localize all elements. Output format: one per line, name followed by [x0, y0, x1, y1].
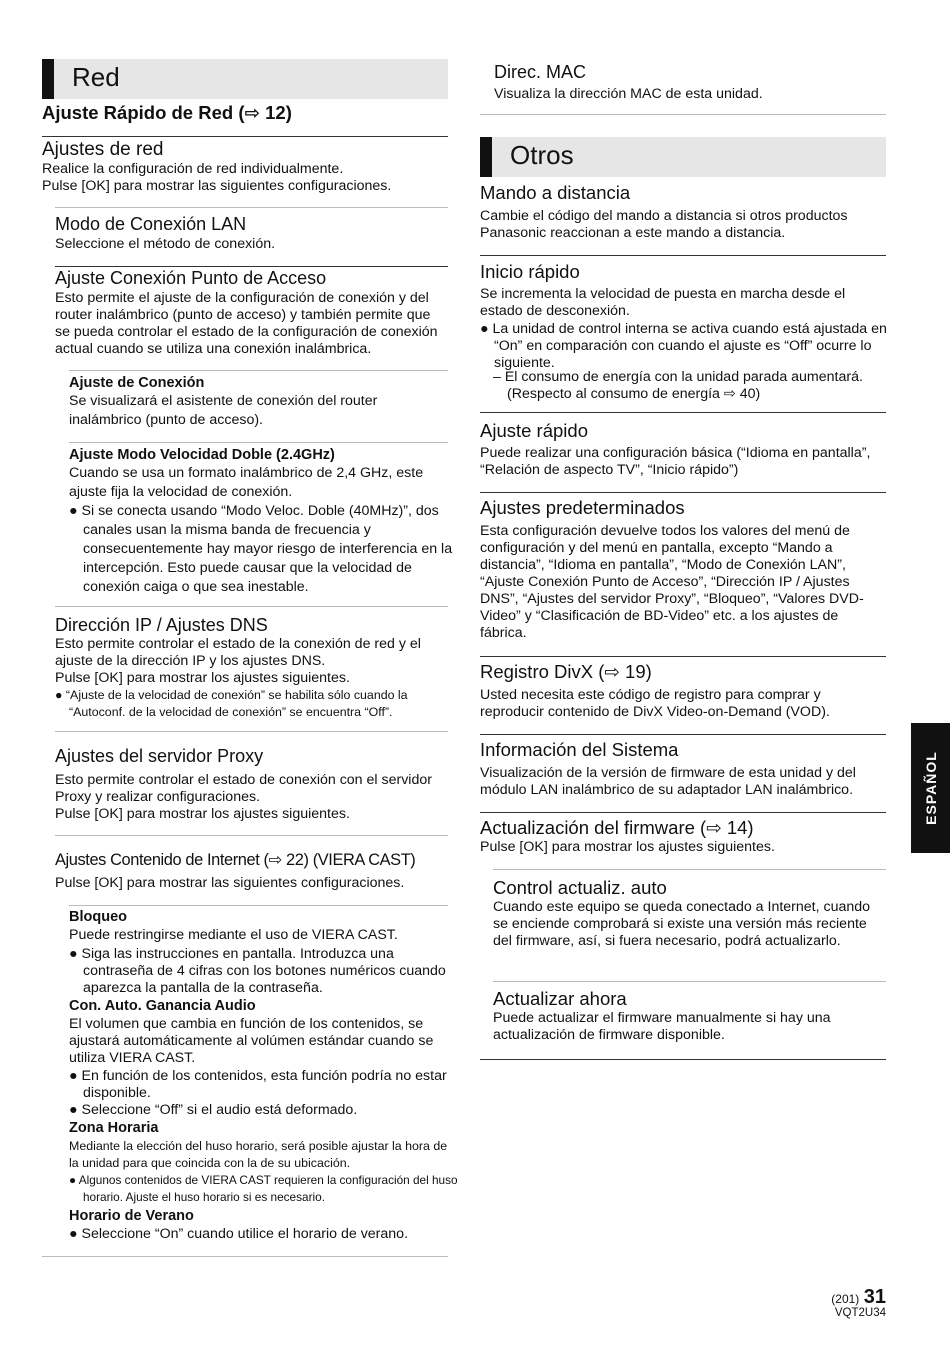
divider [480, 812, 886, 813]
dst-heading: Horario de Verano [69, 1208, 194, 1224]
double-speed-text: Cuando se usa un formato inalámbrico de 2,4 GHz, este ajuste fija la velocidad de conexión. [69, 465, 424, 500]
audio-gain-heading: Con. Auto. Ganancia Audio [69, 998, 256, 1014]
system-info-heading: Información del Sistema [480, 739, 679, 760]
language-tab-label: ESPAÑOL [922, 751, 939, 825]
divider [69, 370, 448, 371]
divider [480, 412, 886, 413]
time-zone-text: Mediante la elección del huso horario, será posible ajustar la hora de la unidad para que coincida con la de su ubicación. [69, 1139, 448, 1170]
quick-start-text: Se incrementa la velocidad de puesta en marcha desde el estado de desconexión. [480, 286, 846, 319]
divx-text: Usted necesita este código de registro para comprar y reproducir contenido de DivX Video-on-Demand (VOD). [480, 687, 830, 720]
defaults-text: Esta configuración devuelve todos los valores del menú de configuración y del menú en pantalla, excepto “Mando a distancia”, “Idioma en pantalla”, “Modo de Conexión LAN”, “Ajuste Conexión Punto de Acceso”, “Dirección IP / Ajustes DNS”, “Ajustes del servidor Proxy”, “Bloqueo”, “Valores DVD-Video” y “Clasificación de BD-Video” etc. a los ajustes de fábrica. [480, 523, 864, 641]
dst-bullet: ● Seleccione “On” cuando utilice el horario de verano. [69, 1226, 409, 1242]
ip-dns-heading: Dirección IP / Ajustes DNS [55, 615, 268, 635]
quick-setup-heading: Ajuste Rápido de Red (⇨ 12) [42, 102, 292, 123]
access-point-heading: Ajuste Conexión Punto de Acceso [55, 268, 327, 288]
quick-start-dash: – El consumo de energía con la unidad parada aumentará. (Respecto al consumo de energía ⇨ 40) [493, 369, 863, 402]
section-title: Otros [510, 140, 574, 170]
divider [480, 255, 886, 256]
mac-heading: Direc. MAC [494, 62, 587, 82]
double-speed-bullet: ● Si se conecta usando “Modo Veloc. Doble (40MHz)”, dos canales usan la misma banda de frecuencia y consecuentemente hay mayor riesgo de interferencia en la intercepción. Esto puede causar que la velocidad de conexión caiga o que sea inestable. [69, 503, 453, 595]
remote-heading: Mando a distancia [480, 182, 631, 203]
divider [69, 905, 448, 906]
divider [55, 207, 448, 208]
proxy-text: Esto permite controlar el estado de conexión con el servidor Proxy y realizar configuraciones. Pulse [OK] para mostrar los ajustes siguientes. [55, 772, 432, 822]
section-marker [480, 137, 492, 177]
divider [480, 734, 886, 735]
system-info-text: Visualización de la versión de firmware de esta unidad y del módulo LAN inalámbrico de su adaptador LAN inalámbrico. [480, 765, 856, 798]
connection-setting-heading: Ajuste de Conexión [69, 375, 205, 391]
internet-content-heading: Ajustes Contenido de Internet (⇨ 22) (VIERA CAST) [55, 851, 416, 869]
update-now-heading: Actualizar ahora [493, 988, 627, 1009]
ip-dns-bullet: ● “Ajuste de la velocidad de conexión” se habilita sólo cuando la “Autoconf. de la velocidad de conexión” se encuentra “Off”. [55, 688, 408, 719]
easy-setting-heading: Ajuste rápido [480, 420, 588, 441]
section-header-red [42, 59, 448, 99]
divider [55, 835, 448, 836]
remote-text: Cambie el código del mando a distancia si otros productos Panasonic reaccionan a este mando a distancia. [480, 208, 848, 241]
lock-text: Puede restringirse mediante el uso de VIERA CAST. [69, 927, 398, 943]
time-zone-heading: Zona Horaria [69, 1120, 159, 1136]
time-zone-bullet: ● Algunos contenidos de VIERA CAST requieren la configuración del huso horario. Ajuste el huso horario si es necesario. [69, 1173, 458, 1204]
lock-heading: Bloqueo [69, 909, 127, 925]
access-point-text: Esto permite el ajuste de la configuración de conexión y del router inalámbrico (punto de acceso) y también permite que se pueda controlar el estado de la configuración de conexión actual cuando se utiliza una conexión inalámbrica. [55, 290, 438, 357]
audio-gain-bullet-1: ● En función de los contenidos, esta función podría no estar disponible. [69, 1068, 447, 1101]
mac-text: Visualiza la dirección MAC de esta unidad. [494, 86, 763, 102]
document-code: VQT2U34 [834, 1307, 886, 1319]
divider [69, 442, 448, 443]
lan-mode-heading: Modo de Conexión LAN [55, 214, 247, 234]
ip-dns-text: Esto permite controlar el estado de la conexión de red y el ajuste de la dirección IP y los ajustes DNS. Pulse [OK] para mostrar los ajustes siguientes. [55, 636, 421, 686]
section-marker [42, 59, 54, 99]
network-settings-text: Realice la configuración de red individualmente. Pulse [OK] para mostrar las siguientes configuraciones. [42, 161, 392, 194]
firmware-text: Pulse [OK] para mostrar los ajustes siguientes. [480, 839, 775, 855]
easy-setting-text: Puede realizar una configuración básica (“Idioma en pantalla”, “Relación de aspecto TV”, “Inicio rápido”) [480, 445, 871, 478]
page-number-value: 31 [863, 1286, 886, 1308]
page-number [820, 1286, 886, 1309]
auto-update-text: Cuando este equipo se queda conectado a Internet, cuando se enciende comprobará si existe una versión más reciente del firmware, así, si fuera necesario, podrá actualizarlo. [493, 899, 871, 949]
proxy-heading: Ajustes del servidor Proxy [55, 746, 264, 766]
divider [42, 1256, 448, 1257]
divx-heading: Registro DivX (⇨ 19) [480, 661, 652, 682]
update-now-text: Puede actualizar el firmware manualmente si hay una actualización de firmware disponible. [493, 1010, 831, 1043]
internet-content-text: Pulse [OK] para mostrar las siguientes configuraciones. [55, 875, 405, 891]
language-tab [911, 723, 950, 853]
divider [55, 731, 448, 732]
divider [493, 981, 886, 982]
divider [55, 606, 448, 607]
lock-bullet: ● Siga las instrucciones en pantalla. Introduzca una contraseña de 4 cifras con los botones numéricos cuando aparezca la pantalla de la contraseña. [69, 946, 446, 996]
defaults-heading: Ajustes predeterminados [480, 497, 685, 518]
divider [480, 492, 886, 493]
divider [42, 136, 448, 137]
audio-gain-text: El volumen que cambia en función de los contenidos, se ajustará automáticamente al volúmen estándar cuando se utiliza VIERA CAST. [69, 1016, 434, 1066]
divider [55, 266, 448, 267]
divider [480, 114, 886, 115]
double-speed-heading: Ajuste Modo Velocidad Doble (2.4GHz) [69, 447, 335, 463]
section-header-otros [480, 137, 886, 177]
divider [493, 869, 886, 870]
connection-setting-text: Se visualizará el asistente de conexión del router inalámbrico (punto de acceso). [69, 393, 378, 428]
section-title: Red [72, 62, 120, 92]
quick-start-heading: Inicio rápido [480, 261, 580, 282]
divider [480, 1059, 886, 1060]
divider [480, 656, 886, 657]
lan-mode-text: Seleccione el método de conexión. [55, 236, 276, 252]
quick-start-bullet: ● La unidad de control interna se activa cuando está ajustada en “On” en comparación con cuando el ajuste es “Off” ocurre lo siguiente. [480, 321, 887, 371]
page-prefix: (201) [831, 1292, 860, 1306]
firmware-heading: Actualización del firmware (⇨ 14) [480, 817, 754, 838]
audio-gain-bullet-2: ● Seleccione “Off” si el audio está deformado. [69, 1102, 358, 1118]
network-settings-heading: Ajustes de red [42, 139, 164, 160]
auto-update-heading: Control actualiz. auto [493, 877, 667, 898]
